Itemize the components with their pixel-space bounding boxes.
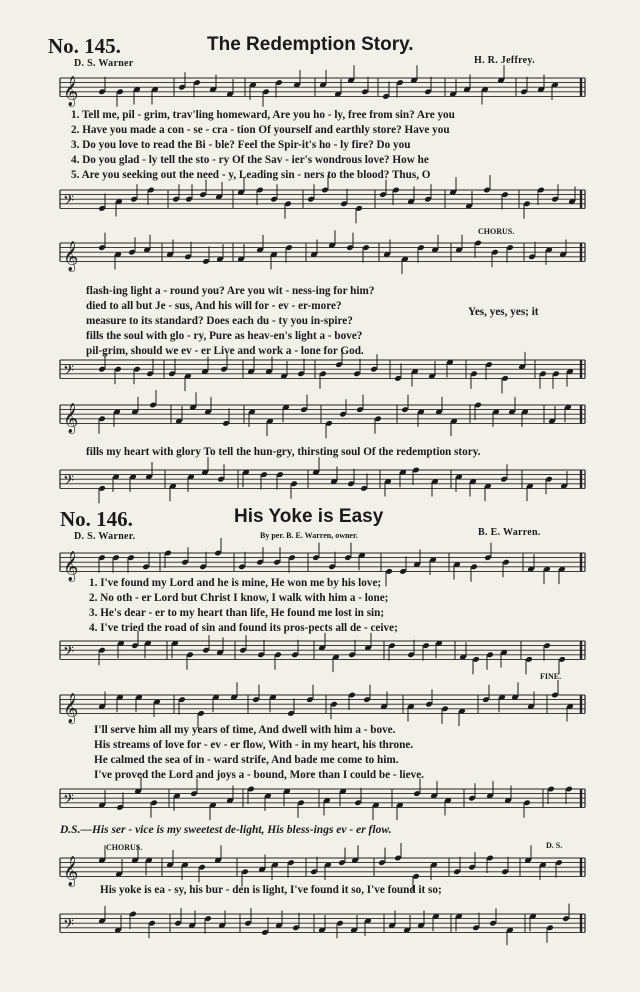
hymn-146-chorus-line: His yoke is ea - sy, his bur - den is light, I've found it so, I've found it so; bbox=[100, 884, 442, 896]
hymn-145-music-credit: H. R. Jeffrey. bbox=[474, 55, 535, 66]
hymn-145-number: No. 145. bbox=[48, 34, 121, 58]
hymn-145-verse-3: 3. Do you love to read the Bi - ble? Feel the Spir-it's ho - ly fire? Do you bbox=[71, 139, 411, 151]
hymn-145-chorus-line: fills my heart with glory To tell the hun-gry, thirsting soul Of the redemption story. bbox=[86, 446, 481, 458]
hymn-145-verse-5: 5. Are you seeking out the need - y, Leading sin - ners to the blood? Thus, O bbox=[71, 169, 431, 181]
svg-text:𝄞: 𝄞 bbox=[63, 856, 79, 887]
hymn-146-fine-label: FINE. bbox=[540, 672, 562, 681]
hymn-146-verse-3: 3. He's dear - er to my heart than life, He found me lost in sin; bbox=[89, 607, 385, 619]
hymn-146-words-credit: D. S. Warner. bbox=[74, 531, 136, 542]
hymn-146-chorus-label: CHORUS. bbox=[106, 843, 143, 852]
hymn-146-permission: By per. B. E. Warren, owner. bbox=[260, 531, 358, 540]
hymn-145-verse-1: 1. Tell me, pil - grim, trav'ling homeward, Are you ho - ly, free from sin? Are you bbox=[71, 109, 455, 121]
hymn-145-verse-4: 4. Do you glad - ly tell the sto - ry Of the Sav - ier's wondrous love? How he bbox=[71, 154, 429, 166]
hymn-145-verse-1b: flash-ing light a - round you? Are you wit - ness-ing for him? bbox=[86, 285, 375, 297]
hymn-146-ds-label: D. S. bbox=[546, 841, 563, 850]
hymn-145-words-credit: D. S. Warner bbox=[74, 58, 134, 69]
hymn-146-ds-line: D.S.—His ser - vice is my sweetest de-light, His bless-ings ev - er flow. bbox=[60, 824, 392, 836]
hymn-146-number: No. 146. bbox=[60, 507, 133, 531]
svg-text:𝄞: 𝄞 bbox=[63, 241, 79, 272]
svg-text:𝄢: 𝄢 bbox=[63, 791, 74, 812]
hymn-145-verse-2b: died to all but Je - sus, And his will for - ev - er-more? bbox=[86, 300, 342, 312]
svg-text:𝄢: 𝄢 bbox=[63, 643, 74, 664]
hymn-145-verse-2: 2. Have you made a con - se - cra - tion Of yourself and earthly store? Have you bbox=[71, 124, 450, 136]
svg-text:𝄞: 𝄞 bbox=[63, 76, 79, 107]
svg-text:𝄢: 𝄢 bbox=[63, 192, 74, 213]
svg-text:𝄢: 𝄢 bbox=[63, 362, 74, 383]
hymn-146-verse-2b: His streams of love for - ev - er flow, With - in my heart, his throne. bbox=[94, 739, 414, 751]
hymn-146-music-credit: B. E. Warren. bbox=[478, 527, 541, 538]
svg-text:𝄞: 𝄞 bbox=[63, 693, 79, 724]
svg-text:𝄞: 𝄞 bbox=[63, 403, 79, 434]
hymn-145-verse-4b: fills the soul with glo - ry, Pure as heav-en's light a - bove? bbox=[86, 330, 363, 342]
hymn-146-verse-3b: He calmed the sea of in - ward strife, And bade me come to him. bbox=[94, 754, 399, 766]
hymn-146-verse-1b: I'll serve him all my years of time, And dwell with him a - bove. bbox=[94, 724, 396, 736]
svg-text:𝄢: 𝄢 bbox=[63, 472, 74, 493]
hymn-146-verse-2: 2. No oth - er Lord but Christ I know, I walk with him a - lone; bbox=[89, 592, 389, 604]
hymn-145-chorus-label: CHORUS. bbox=[478, 227, 515, 236]
svg-text:𝄞: 𝄞 bbox=[63, 551, 79, 582]
hymn-145-title: The Redemption Story. bbox=[207, 34, 414, 55]
svg-text:𝄢: 𝄢 bbox=[63, 916, 74, 937]
hymn-146-verse-4: 4. I've tried the road of sin and found its pros-pects all de - ceive; bbox=[89, 622, 398, 634]
hymn-146-title: His Yoke is Easy bbox=[234, 506, 384, 527]
hymn-145-chorus-start: Yes, yes, yes; it bbox=[468, 306, 539, 318]
hymn-145-verse-5b: pil-grim, should we ev - er Live and work a - lone for God. bbox=[86, 345, 364, 357]
hymn-146-verse-1: 1. I've found my Lord and he is mine, He won me by his love; bbox=[89, 577, 382, 589]
hymn-146-verse-4b: I've proved the Lord and joys a - bound, More than I could be - lieve. bbox=[94, 769, 424, 781]
hymn-145-verse-3b: measure to its standard? Does each du - ty you in-spire? bbox=[86, 315, 353, 327]
